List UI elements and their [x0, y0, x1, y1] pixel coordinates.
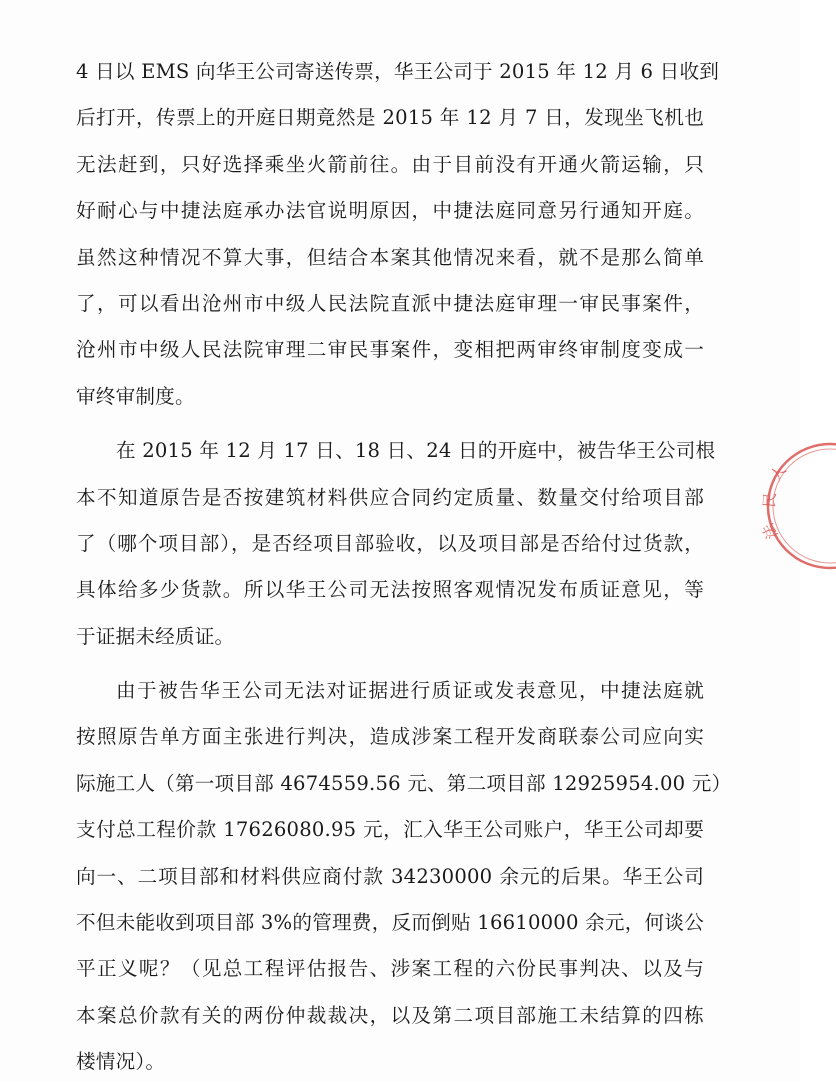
text-line: 际施工人（第一项目部 4674559.56 元、第二项目部 12925954.00 元）	[76, 771, 732, 795]
paragraph-3	[76, 668, 732, 1086]
text-line: 虽然这种情况不算大事，但结合本案其他情况来看，就不是那么简单	[76, 245, 704, 269]
seal-icon	[758, 440, 836, 572]
text-line: 后打开，传票上的开庭日期竟然是 2015 年 12 月 7 日，发现坐飞机也	[76, 106, 704, 130]
text-line: 按照原告单方面主张进行判决，造成涉案工程开发商联泰公司应向实	[76, 725, 704, 749]
text-line: 好耐心与中捷法庭承办法官说明原因，中捷法庭同意另行通知开庭。	[76, 199, 704, 223]
text-line: 本不知道原告是否按建筑材料供应合同约定质量、数量交付给项目部	[76, 485, 704, 509]
red-seal-stamp	[758, 440, 836, 572]
text-line: 具体给多少货款。所以华王公司无法按照客观情况发布质证意见，等	[76, 578, 704, 602]
text-line: 平正义呢？（见总工程评估报告、涉案工程的六份民事判决、以及与	[76, 957, 704, 981]
text-line: 本案总价款有关的两份仲裁裁决，以及第二项目部施工未结算的四栋	[76, 1003, 704, 1027]
svg-text:人: 人	[766, 461, 790, 485]
text-line: 于证据未经质证。	[76, 624, 235, 648]
text-line: 不但未能收到项目部 3%的管理费，反而倒贴 16610000 余元，何谈公	[76, 911, 704, 935]
text-line: 了，可以看出沧州市中级人民法院直派中捷法庭审理一审民事案件，	[76, 291, 704, 315]
text-line: 向一、二项目部和材料供应商付款 34230000 余元的后果。华王公司	[76, 864, 704, 888]
document-body	[76, 49, 732, 1086]
text-line: 支付总工程价款 17626080.95 元，汇入华王公司账户，华王公司却要	[76, 818, 704, 842]
svg-text:法: 法	[758, 520, 782, 542]
text-line: 无法赶到，只好选择乘坐火箭前往。由于目前没有开通火箭运输，只	[76, 152, 704, 176]
paragraph-1	[76, 49, 720, 420]
text-line: 了（哪个项目部），是否经项目部验收，以及项目部是否给付过货款，	[76, 531, 704, 555]
text-line: 沧州市中级人民法院审理二审民事案件，变相把两审终审制度变成一	[76, 338, 704, 362]
text-line: 在 2015 年 12 月 17 日、18 日、24 日的开庭中，被告华王公司根	[116, 439, 716, 463]
svg-text:民: 民	[760, 491, 780, 509]
text-line: 楼情况）。	[76, 1050, 166, 1074]
text-line: 4 日以 EMS 向华王公司寄送传票，华王公司于 2015 年 12 月 6 日收到	[76, 60, 720, 83]
text-line: 审终审制度。	[76, 384, 195, 408]
paragraph-2	[76, 428, 716, 660]
text-line: 由于被告华王公司无法对证据进行质证或发表意见，中捷法庭就	[116, 679, 704, 703]
